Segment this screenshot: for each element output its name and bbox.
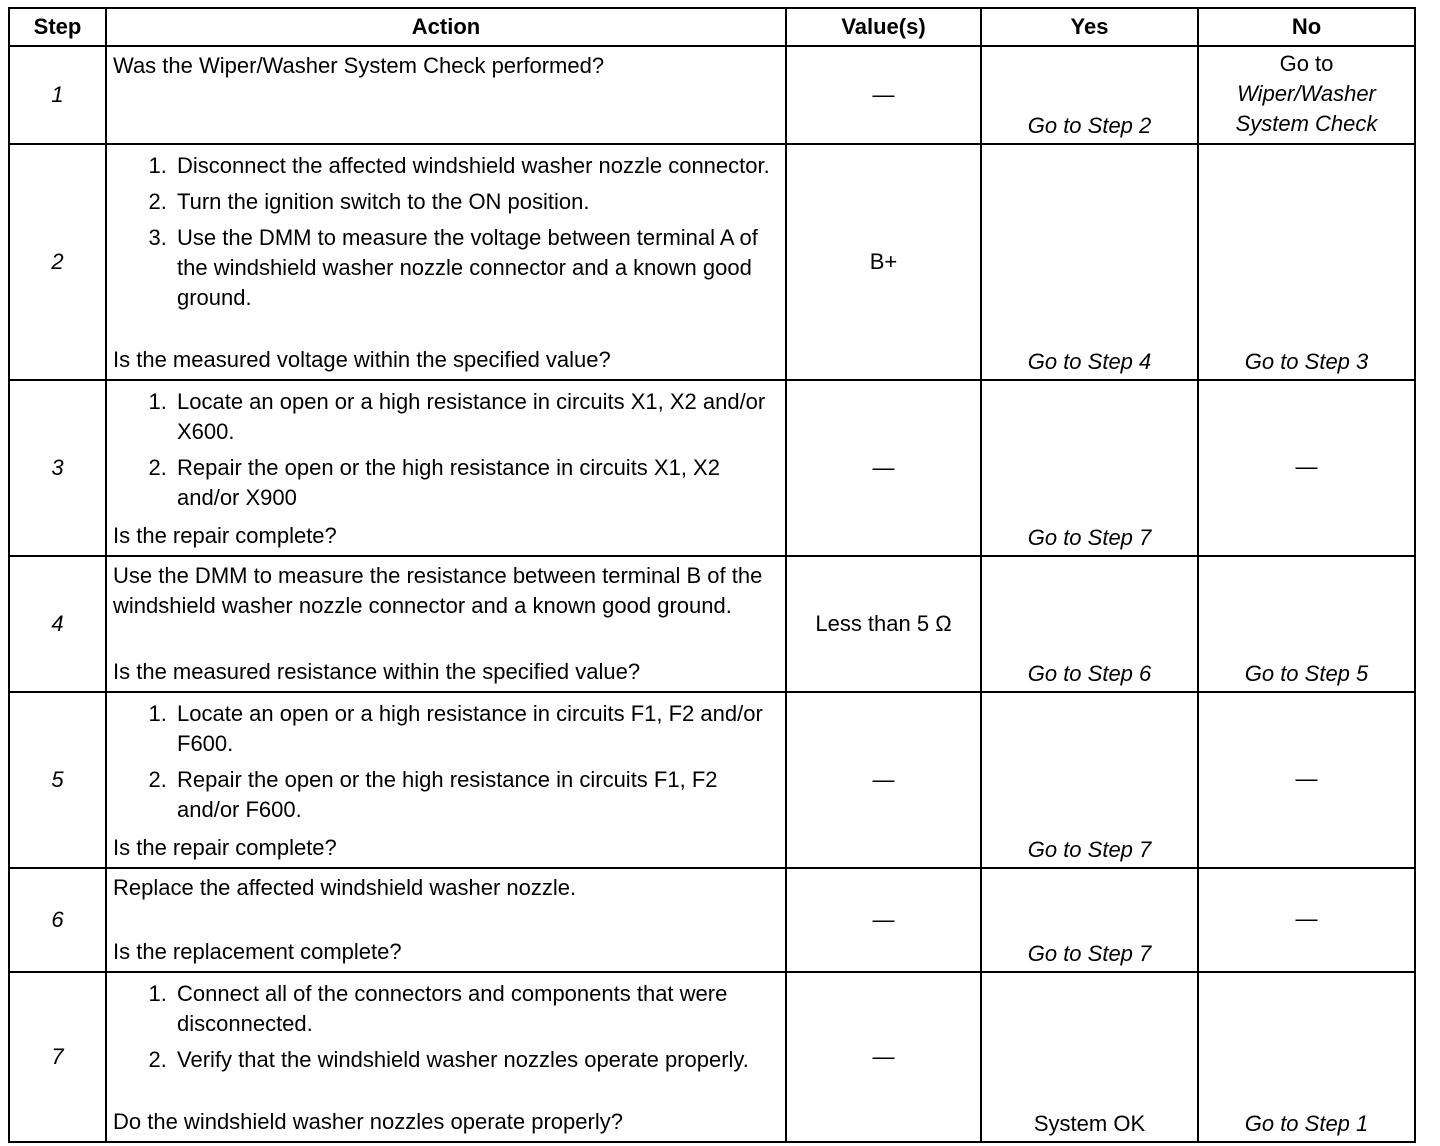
header-no: No <box>1198 8 1415 46</box>
no-text-line2: Wiper/Washer <box>1237 81 1376 106</box>
value-cell: B+ <box>786 144 981 380</box>
header-action: Action <box>106 8 786 46</box>
list-item: 1. Disconnect the affected windshield washer nozzle connector. <box>173 151 779 181</box>
no-cell: — <box>1198 692 1415 868</box>
no-text-line3: System Check <box>1235 111 1378 136</box>
action-cell <box>106 46 786 144</box>
action-question: Is the replacement complete? <box>113 939 402 964</box>
header-step: Step <box>9 8 106 46</box>
yes-cell: Go to Step 6 <box>981 556 1198 692</box>
no-text-line1: Go to <box>1279 51 1334 76</box>
step-number: 6 <box>9 868 106 972</box>
action-text: Was the Wiper/Washer System Check performed? <box>113 53 605 78</box>
action-text: Replace the affected windshield washer nozzle. <box>113 875 577 900</box>
header-values: Value(s) <box>786 8 981 46</box>
value-cell: — <box>786 46 981 144</box>
step-number: 3 <box>9 380 106 556</box>
list-item: 2. Verify that the windshield washer nozzles operate properly. <box>173 1045 779 1075</box>
table-row <box>9 144 1415 380</box>
step-number: 7 <box>9 972 106 1142</box>
table-row <box>9 868 1415 972</box>
value-cell: — <box>786 972 981 1142</box>
action-question: Do the windshield washer nozzles operate properly? <box>113 1109 623 1134</box>
action-steps-list <box>113 979 779 1081</box>
step-number: 2 <box>9 144 106 380</box>
table-row <box>9 46 1415 144</box>
list-item: 2. Turn the ignition switch to the ON position. <box>173 187 779 217</box>
action-cell <box>106 692 786 868</box>
value-cell: Less than 5 Ω <box>786 556 981 692</box>
action-cell <box>106 556 786 692</box>
action-text: Use the DMM to measure the resistance between terminal B of the windshield washer nozzle connector and a known good ground. <box>113 563 763 618</box>
action-steps-list <box>113 387 779 519</box>
table-row <box>9 692 1415 868</box>
list-item: 1. Locate an open or a high resistance in circuits F1, F2 and/or F600. <box>173 699 779 759</box>
value-cell: — <box>786 868 981 972</box>
yes-cell: Go to Step 7 <box>981 692 1198 868</box>
action-steps-list <box>113 699 779 831</box>
no-cell: Go to Step 5 <box>1198 556 1415 692</box>
list-item: 1. Connect all of the connectors and components that were disconnected. <box>173 979 779 1039</box>
action-steps-list <box>113 151 779 319</box>
step-number: 1 <box>9 46 106 144</box>
action-cell <box>106 380 786 556</box>
action-question: Is the measured resistance within the specified value? <box>113 659 641 684</box>
no-cell: Go to Step 3 <box>1198 144 1415 380</box>
no-cell: — <box>1198 868 1415 972</box>
step-number: 4 <box>9 556 106 692</box>
header-row <box>9 8 1415 46</box>
value-cell: — <box>786 692 981 868</box>
table-row <box>9 556 1415 692</box>
list-item: 2. Repair the open or the high resistance in circuits F1, F2 and/or F600. <box>173 765 779 825</box>
table-row <box>9 972 1415 1142</box>
yes-cell: Go to Step 4 <box>981 144 1198 380</box>
yes-cell: System OK <box>981 972 1198 1142</box>
no-cell: Go to Step 1 <box>1198 972 1415 1142</box>
table-row <box>9 380 1415 556</box>
diagnostic-table <box>8 7 1416 1143</box>
action-question: Is the measured voltage within the specified value? <box>113 347 611 372</box>
yes-cell: Go to Step 2 <box>981 46 1198 144</box>
action-question: Is the repair complete? <box>113 835 337 860</box>
no-cell: — <box>1198 380 1415 556</box>
action-cell <box>106 144 786 380</box>
yes-cell: Go to Step 7 <box>981 868 1198 972</box>
list-item: 3. Use the DMM to measure the voltage between terminal A of the windshield washer nozzle connector and a known good ground. <box>173 223 779 313</box>
header-yes: Yes <box>981 8 1198 46</box>
yes-cell: Go to Step 7 <box>981 380 1198 556</box>
list-item: 1. Locate an open or a high resistance in circuits X1, X2 and/or X600. <box>173 387 779 447</box>
action-cell <box>106 868 786 972</box>
step-number: 5 <box>9 692 106 868</box>
value-cell: — <box>786 380 981 556</box>
action-question: Is the repair complete? <box>113 523 337 548</box>
no-cell <box>1198 46 1415 144</box>
action-cell <box>106 972 786 1142</box>
list-item: 2. Repair the open or the high resistance in circuits X1, X2 and/or X900 <box>173 453 779 513</box>
